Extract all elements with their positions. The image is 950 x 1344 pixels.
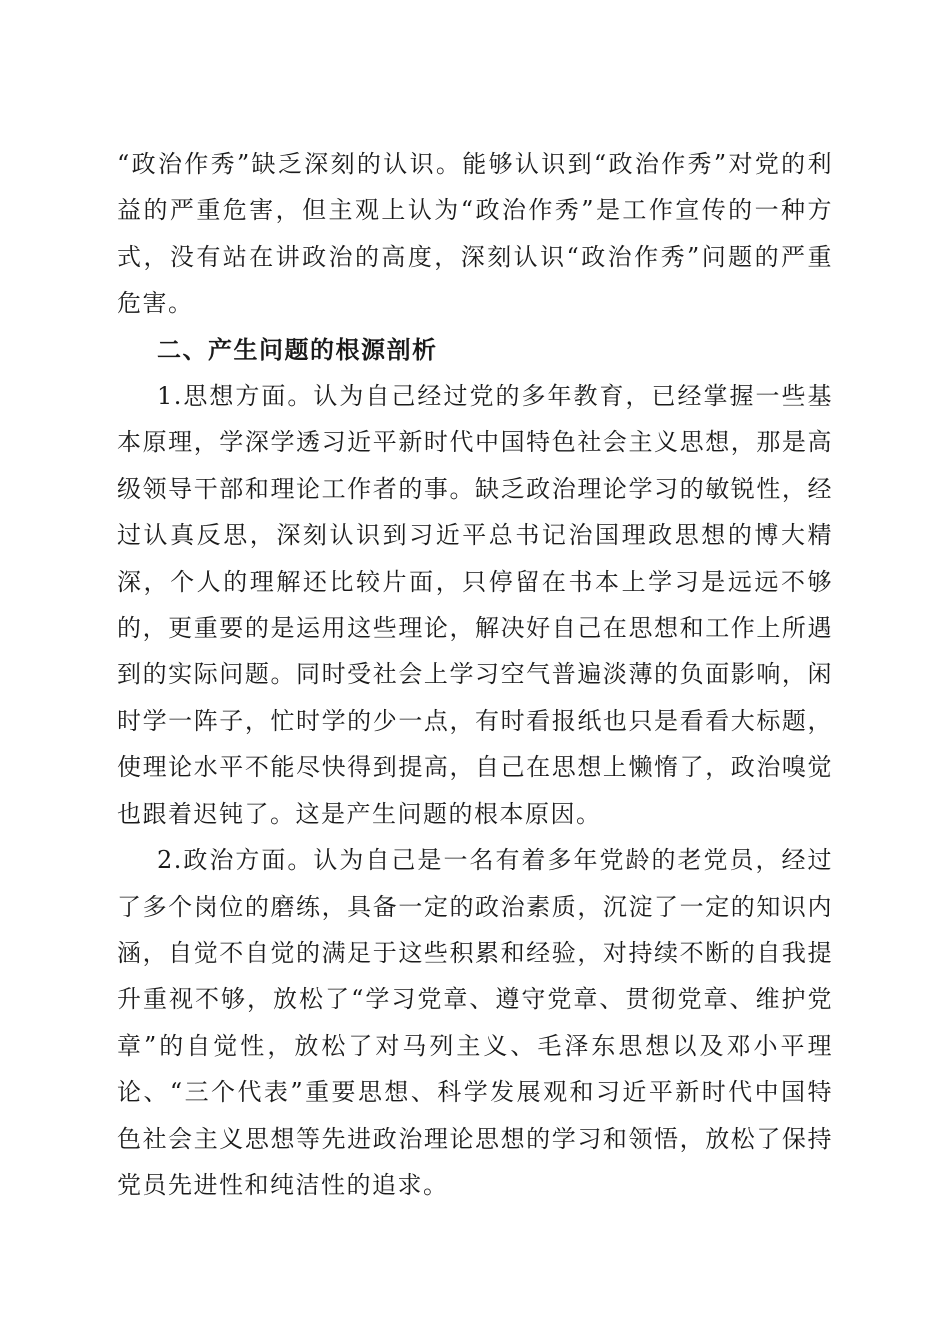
paragraph-political: 2.政治方面。认为自己是一名有着多年党龄的老党员，经过了多个岗位的磨练，具备一定的政治素质，沉淀了一定的知识内涵，自觉不自觉的满足于这些积累和经验，对持续不断的自我提升重视不够，放松了“学习党章、遵守党章、贯彻党章、维护党章”的自觉性，放松了对马列主义、毛泽东思想以及邓小平理论、“三个代表”重要思想、科学发展观和习近平新时代中国特色社会主义思想等先进政治理论思想的学习和领悟，放松了保持党员先进性和纯洁性的追求。 — [117, 846, 833, 1199]
section-heading: 二、产生问题的根源剖析 — [157, 335, 438, 364]
paragraph-continuation: “政治作秀”缺乏深刻的认识。能够认识到“政治作秀”对党的利益的严重危害，但主观上认为“政治作秀”是工作宣传的一种方式，没有站在讲政治的高度，深刻认识“政治作秀”问题的严重危害。 — [117, 150, 833, 318]
paragraph-thinking: 1.思想方面。认为自己经过党的多年教育，已经掌握一些基本原理，学深学透习近平新时代中国特色社会主义思想，那是高级领导干部和理论工作者的事。缺乏政治理论学习的敏锐性，经过认真反思，深刻认识到习近平总书记治国理政思想的博大精深，个人的理解还比较片面，只停留在书本上学习是远远不够的，更重要的是运用这些理论，解决好自己在思想和工作上所遇到的实际问题。同时受社会上学习空气普遍淡薄的负面影响，闲时学一阵子，忙时学的少一点，有时看报纸也只是看看大标题，使理论水平不能尽快得到提高，自己在思想上懒惰了，政治嗅觉也跟着迟钝了。这是产生问题的根本原因。 — [117, 382, 833, 828]
document-body — [117, 141, 833, 1208]
